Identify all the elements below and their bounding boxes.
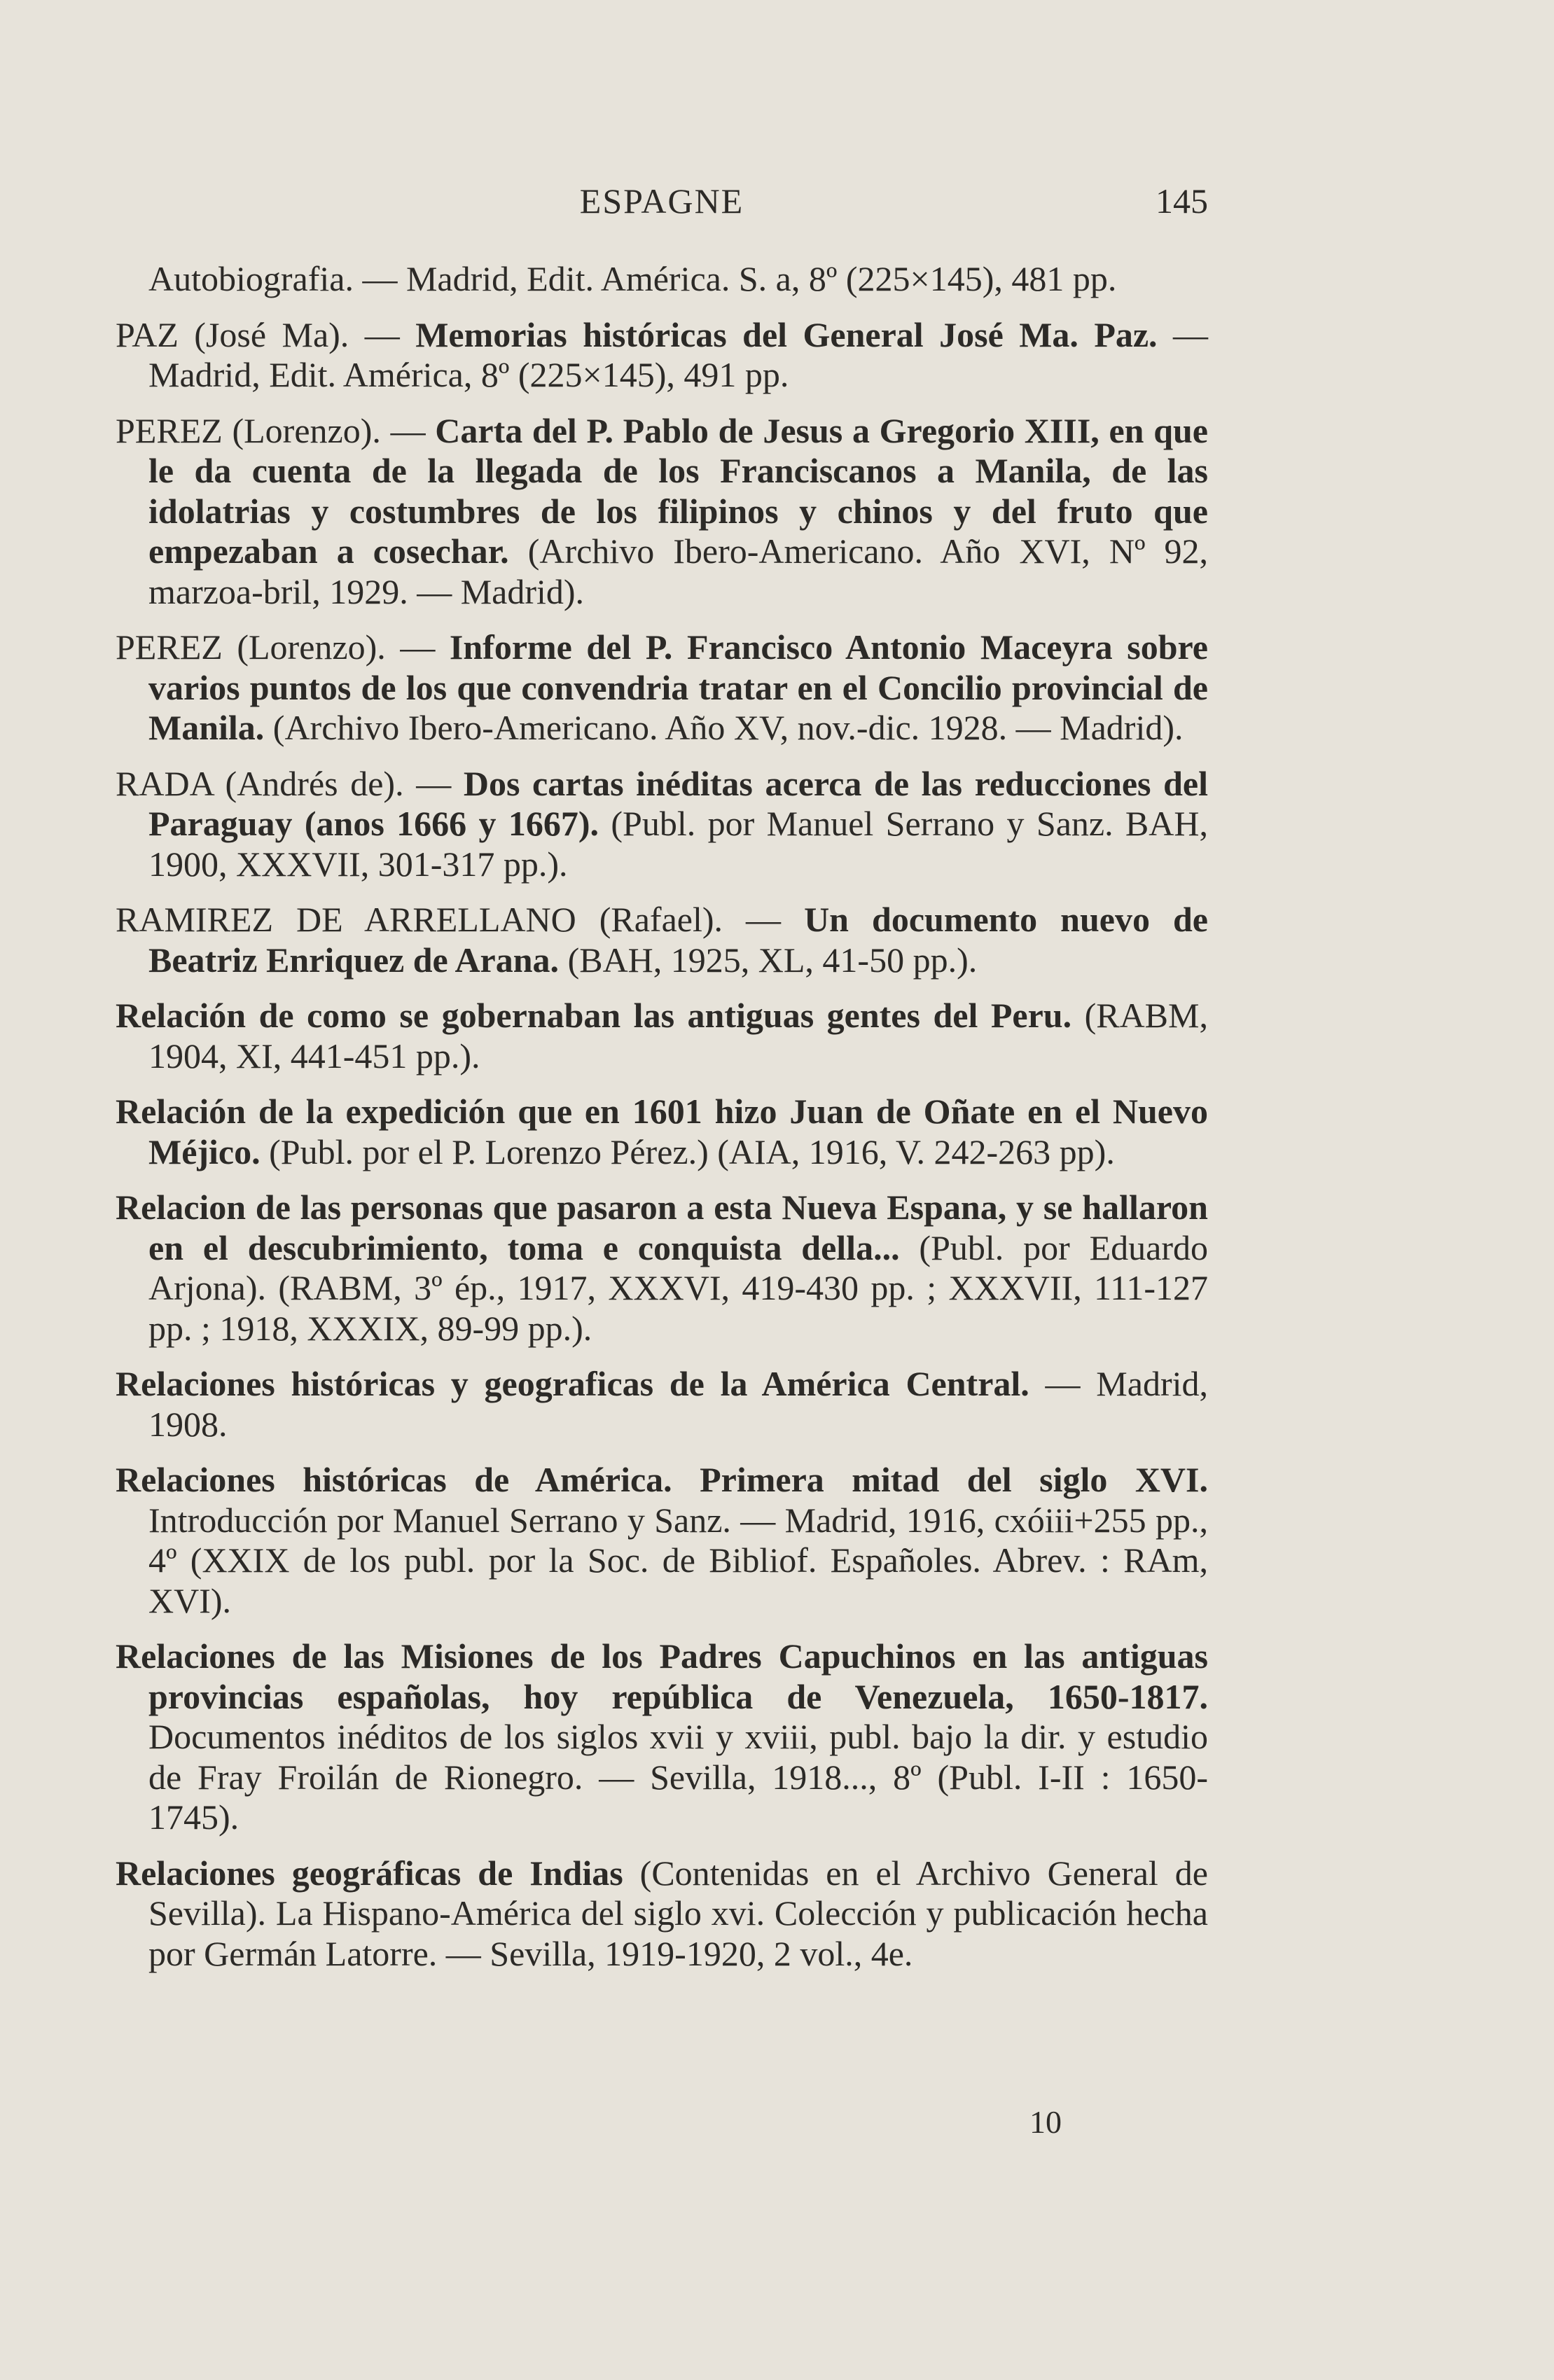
entry-details: — Madrid, Edit. América, 8º (225×145), 491 pp. [148,314,1208,394]
bibliography-entry [116,996,1208,1076]
entry-details: Autobiografia. — Madrid, Edit. América. S. a, 8º (225×145), 481 pp. [148,259,1117,298]
entry-title: Relaciones históricas y geograficas de la América Central. [116,1364,1029,1403]
entry-details: (Publ. por Eduardo Arjona). (RABM, 3º ép., 1917, XXXVI, 419-430 pp. ; XXXVII, 111-127 pp. ; 1918, XXXIX, 89-99 pp.). [148,1227,1208,1348]
entry-title: Relación de la expedición que en 1601 hizo Juan de Oñate en el Nuevo Méjico. [116,1092,1208,1171]
entry-title: Relaciones históricas de América. Primera mitad del siglo XVI. [116,1460,1208,1499]
entry-title: Memorias históricas del General José Ma. Paz. [415,314,1158,354]
entry-title: Relaciones geográficas de Indias [116,1853,623,1893]
bibliography-entry [116,411,1208,613]
bibliography-entry [116,627,1208,749]
entry-author: RADA (Andrés de). — [116,763,464,803]
bibliography-list [116,259,1208,1989]
entry-title: Relaciones de las Misiones de los Padres Capuchinos en las antiguas provincias españolas, hoy república de Venezuela, 1650-1817. [116,1636,1208,1716]
entry-details: Documentos inéditos de los siglos xvii y xviii, publ. bajo la dir. y estudio de Fray Froilán de Rionegro. — Sevilla, 1918..., 8º (Publ. I-II : 1650-1745). [148,1717,1208,1837]
entry-details: (RABM, 1904, XI, 441-451 pp.). [148,996,1208,1076]
entry-title: Relación de como se gobernaban las antiguas gentes del Peru. [116,996,1072,1035]
page-header [116,181,1208,230]
entry-title: Dos cartas inéditas acerca de las reducciones del Paraguay (anos 1666 y 1667). [148,763,1208,843]
page-number: 145 [1156,181,1208,221]
bibliography-entry [116,1636,1208,1838]
bibliography-entry [116,1460,1208,1621]
bibliography-entry-continuation [116,259,1208,300]
entry-details: — Madrid, 1908. [148,1364,1208,1444]
entry-details: (Archivo Ibero-Americano. Año XV, nov.-dic. 1928. — Madrid). [264,708,1184,747]
entry-title: Informe del P. Francisco Antonio Maceyra sobre varios puntos de los que convendria tratar en el Concilio provincial de Manila. [148,627,1208,747]
entry-title: Carta del P. Pablo de Jesus a Gregorio XIII, en que le da cuenta de la llegada de los Franciscanos a Manila, de las idolatrias y costumbres de los filipinos y chinos y del fruto que empezaban a cosechar. [148,410,1208,571]
entry-details: Introducción por Manuel Serrano y Sanz. — Madrid, 1916, cxóiii+255 pp., 4º (XXIX de los publ. por la Soc. de Bibliof. Españoles. Abrev. : RAm, XVI). [148,1500,1208,1620]
entry-author: RAMIREZ DE ARRELLANO (Rafael). — [116,900,805,939]
entry-title: Relacion de las personas que pasaron a esta Nueva Espana, y se hallaron en el descubrimiento, toma e conquista della... [116,1188,1208,1267]
entry-details: (BAH, 1925, XL, 41-50 pp.). [559,940,978,980]
signature-mark: 10 [1029,2104,1062,2140]
bibliography-entry [116,900,1208,980]
entry-details: (Contenidas en el Archivo General de Sevilla). La Hispano-América del siglo xvi. Colección y publicación hecha por Germán Latorre. — Sevilla, 1919-1920, 2 vol., 4e. [148,1853,1208,1973]
bibliography-entry [116,1853,1208,1975]
entry-details: (Archivo Ibero-Americano. Año XVI, Nº 92, marzoa-bril, 1929. — Madrid). [148,531,1208,611]
entry-details: (Publ. por Manuel Serrano y Sanz. BAH, 1900, XXXVII, 301-317 pp.). [148,804,1208,884]
running-title: ESPAGNE [579,181,744,221]
bibliography-entry [116,1188,1208,1349]
bibliography-entry [116,764,1208,885]
bibliography-entry [116,315,1208,396]
entry-details: (Publ. por el P. Lorenzo Pérez.) (AIA, 1916, V. 242-263 pp). [260,1132,1115,1171]
entry-author: PEREZ (Lorenzo). — [116,627,450,667]
entry-author: PEREZ (Lorenzo). — [116,410,436,450]
entry-title: Un documento nuevo de Beatriz Enriquez de Arana. [148,900,1208,980]
bibliography-entry [116,1364,1208,1445]
bibliography-entry [116,1092,1208,1172]
entry-author: PAZ (José Ma). — [116,314,416,354]
